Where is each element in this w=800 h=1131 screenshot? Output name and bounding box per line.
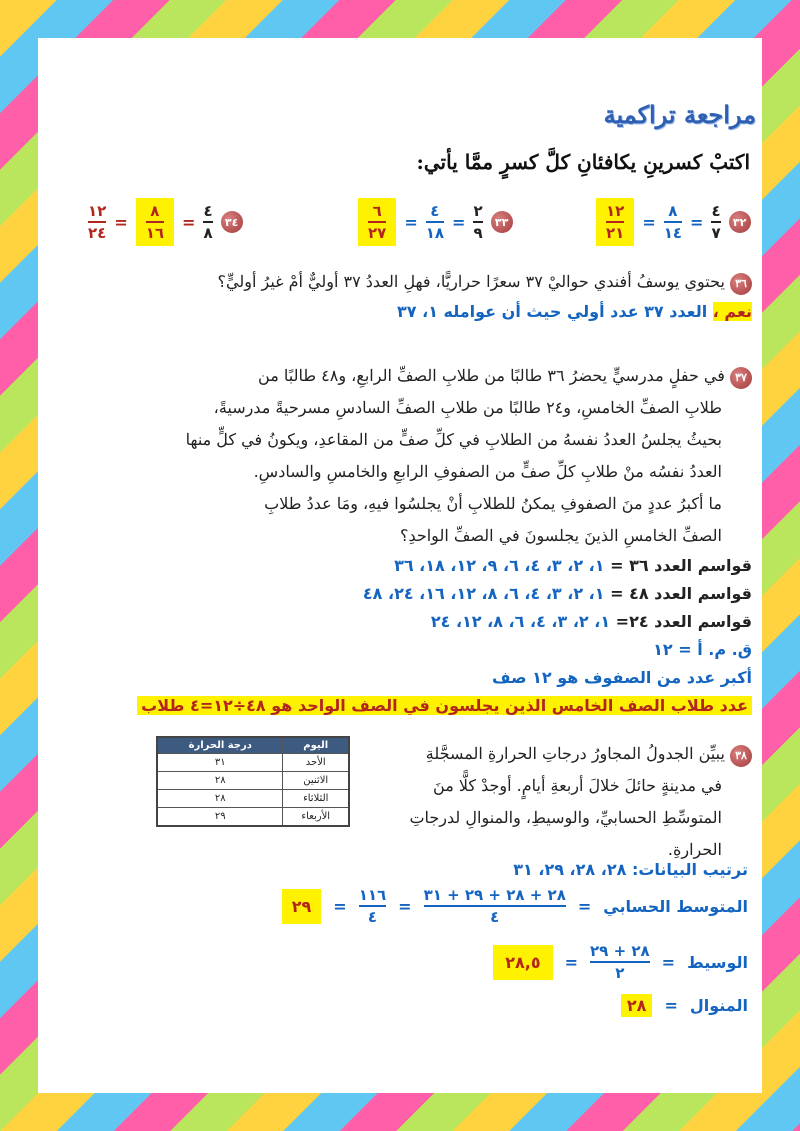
question-37-text bbox=[58, 360, 752, 552]
table-cell: ٢٩ bbox=[157, 808, 283, 827]
factors-values: ١، ٢، ٣، ٤، ٦، ٩، ١٢، ١٨، ٣٦ bbox=[394, 556, 605, 575]
numerator: ٢٨ + ٢٩ bbox=[590, 942, 650, 960]
answer-yes: نعم ، bbox=[712, 302, 752, 321]
table-cell: ٢٨ bbox=[157, 790, 283, 808]
students-answer: عدد طلاب الصف الخامس الذين يجلسون في الصف الواحد هو ٤٨÷١٢=٤ طلاب bbox=[137, 696, 752, 715]
factors-label: قواسم العدد ٣٦ = bbox=[610, 556, 752, 575]
table-row bbox=[157, 790, 349, 808]
section-title: مراجعة تراكمية bbox=[603, 100, 756, 129]
fraction: $\frac{٨}{١٤}$ bbox=[663, 202, 683, 242]
fraction-exercises bbox=[78, 198, 754, 258]
denominator: ٢ bbox=[615, 964, 625, 982]
mean-result: ٢٩ bbox=[282, 889, 322, 924]
mean-fraction-2 bbox=[359, 886, 386, 926]
instruction: اكتبْ كسرينِ يكافئانِ كلَّ كسرٍ ممَّا يأتي: bbox=[416, 150, 750, 174]
equals-sign: = bbox=[398, 896, 412, 916]
question-36-answer bbox=[58, 298, 752, 326]
mean-label: المتوسط الحسابي bbox=[603, 896, 748, 916]
table-cell: الثلاثاء bbox=[283, 790, 349, 808]
question-number-badge: ٣٢ bbox=[729, 211, 751, 233]
question-38-text bbox=[382, 738, 752, 866]
order-values: ٢٨، ٢٨، ٢٩، ٣١ bbox=[513, 860, 627, 879]
denominator: ٤ bbox=[367, 908, 377, 926]
equals-sign: = bbox=[577, 896, 592, 916]
denominator: ٤ bbox=[490, 908, 500, 926]
text-line: العددُ نفسُه منْ طلابِ كلِّ صفٍّ من الصفوفِ الرابعِ والخامسِ والسادسِ. bbox=[253, 462, 722, 481]
question-36-text bbox=[58, 266, 752, 298]
factors-values: ١، ٢، ٣، ٤، ٦، ٨، ١٢، ١٦، ٢٤، ٤٨ bbox=[362, 584, 605, 603]
table-row bbox=[157, 808, 349, 827]
answer-text: العدد ٣٧ عدد أولي حيث أن عوامله ١، ٣٧ bbox=[397, 302, 708, 321]
fraction: $\frac{١٢}{٢٤}$ bbox=[88, 202, 107, 242]
factors-label: قواسم العدد ٢٤= bbox=[615, 612, 752, 631]
question-number-badge: ٣٧ bbox=[730, 367, 752, 389]
equals-sign: = bbox=[404, 212, 418, 232]
numerator: ١١٦ bbox=[358, 886, 387, 904]
question-number-badge: ٣٤ bbox=[221, 211, 243, 233]
mode-label: المنوال bbox=[689, 996, 748, 1015]
question-37 bbox=[58, 360, 752, 720]
equals-sign: = bbox=[182, 212, 196, 232]
equals-sign: = bbox=[690, 212, 704, 232]
mean-calc bbox=[282, 886, 748, 926]
text-line: المتوسِّطِ الحسابيِّ، والوسيطِ، والمنوالِ لدرجاتِ الحرارةِ. bbox=[409, 808, 722, 859]
equals-sign: = bbox=[564, 952, 579, 972]
highlighted-fraction: $\frac{٦}{٢٧}$ bbox=[358, 198, 396, 246]
question-number-badge: ٣٦ bbox=[730, 273, 752, 295]
exercise-34 bbox=[88, 198, 243, 246]
table-row bbox=[157, 754, 349, 772]
text-line: في حفلٍ مدرسيٍّ يحضرُ ٣٦ طالبًا من طلابِ الصفِّ الرابعِ، و٤٨ طالبًا من bbox=[258, 366, 725, 385]
table-header: درجة الحرارة bbox=[157, 737, 283, 754]
table-row bbox=[157, 772, 349, 790]
equals-sign: = bbox=[664, 996, 678, 1015]
base-fraction: $\frac{٢}{٩}$ bbox=[473, 202, 483, 242]
exercise-33 bbox=[358, 198, 513, 246]
temperature-table bbox=[156, 736, 350, 827]
question-36 bbox=[58, 266, 752, 326]
question-number-badge: ٣٣ bbox=[491, 211, 513, 233]
highlighted-fraction: $\frac{٨}{١٦}$ bbox=[136, 198, 174, 246]
median-fraction bbox=[590, 942, 650, 982]
table-cell: الأربعاء bbox=[283, 808, 349, 827]
question-number-badge: ٣٨ bbox=[730, 745, 752, 767]
order-label: ترتيب البيانات: bbox=[631, 860, 748, 879]
question-text: يحتوي يوسفُ أفندي حواليْ ٣٧ سعرًا حراريًّا، فهلِ العددُ ٣٧ أوليٌّ أمْ غيرُ أوليٍّ؟ bbox=[217, 272, 725, 291]
median-calc bbox=[493, 942, 748, 982]
mode-result: ٢٨ bbox=[621, 994, 653, 1017]
equals-sign: = bbox=[333, 896, 347, 916]
table-cell: الاثنين bbox=[283, 772, 349, 790]
text-line: ما أكبرُ عددٍ منَ الصفوفِ يمكنُ للطلابِ أنْ يجلسُوا فيهِ، ومَا عددُ طلابِ bbox=[264, 494, 722, 513]
text-line: يبيِّن الجدولُ المجاورُ درجاتِ الحرارةِ المسجَّلةِ bbox=[425, 744, 725, 763]
factors-values: ١، ٢، ٣، ٤، ٦، ٨، ١٢، ٢٤ bbox=[430, 612, 611, 631]
factors-label: قواسم العدد ٤٨ = bbox=[610, 584, 752, 603]
factors-list bbox=[58, 552, 752, 720]
table-header: اليوم bbox=[283, 737, 349, 754]
text-line: بحيثُ يجلسُ العددُ نفسهُ من الطلابِ في كلِّ صفٍّ من المقاعدِ، ويكونُ في كلٍّ منها bbox=[185, 430, 722, 449]
equals-sign: = bbox=[661, 952, 676, 972]
base-fraction: $\frac{٤}{٧}$ bbox=[711, 202, 721, 242]
table-cell: ٢٨ bbox=[157, 772, 283, 790]
table-cell: ٣١ bbox=[157, 754, 283, 772]
equals-sign: = bbox=[114, 212, 128, 232]
data-order bbox=[513, 856, 748, 884]
equals-sign: = bbox=[642, 212, 656, 232]
fraction: $\frac{٤}{١٨}$ bbox=[425, 202, 445, 242]
gcf-result: ق. م. أ = ١٢ bbox=[653, 640, 752, 659]
mode-calc bbox=[621, 994, 748, 1017]
median-result: ٢٨,٥ bbox=[493, 945, 552, 980]
question-38 bbox=[382, 738, 752, 866]
median-label: الوسيط bbox=[687, 952, 748, 972]
text-line: طلابِ الصفِّ الخامسِ، و٢٤ طالبًا من طلابِ الصفِّ السادسِ مسرحيةً مدرسيةً، bbox=[213, 398, 722, 417]
table-cell: الأحد bbox=[283, 754, 349, 772]
largest-rows: أكبر عدد من الصفوف هو ١٢ صف bbox=[492, 668, 752, 687]
exercise-32 bbox=[596, 198, 751, 246]
equals-sign: = bbox=[452, 212, 466, 232]
mean-fraction bbox=[424, 886, 566, 926]
numerator: ٢٨ + ٢٨ + ٢٩ + ٣١ bbox=[423, 886, 566, 904]
text-line: الصفِّ الخامسِ الذينَ يجلسونَ في الصفِّ الواحدِ؟ bbox=[399, 526, 722, 545]
worksheet-page bbox=[38, 38, 762, 1093]
base-fraction: $\frac{٤}{٨}$ bbox=[203, 202, 213, 242]
text-line: في مدينةٍ حائلَ خلالَ أربعةِ أيامٍ. أوجدْ كلًّا منَ bbox=[433, 776, 722, 795]
highlighted-fraction: $\frac{١٢}{٢١}$ bbox=[596, 198, 634, 246]
